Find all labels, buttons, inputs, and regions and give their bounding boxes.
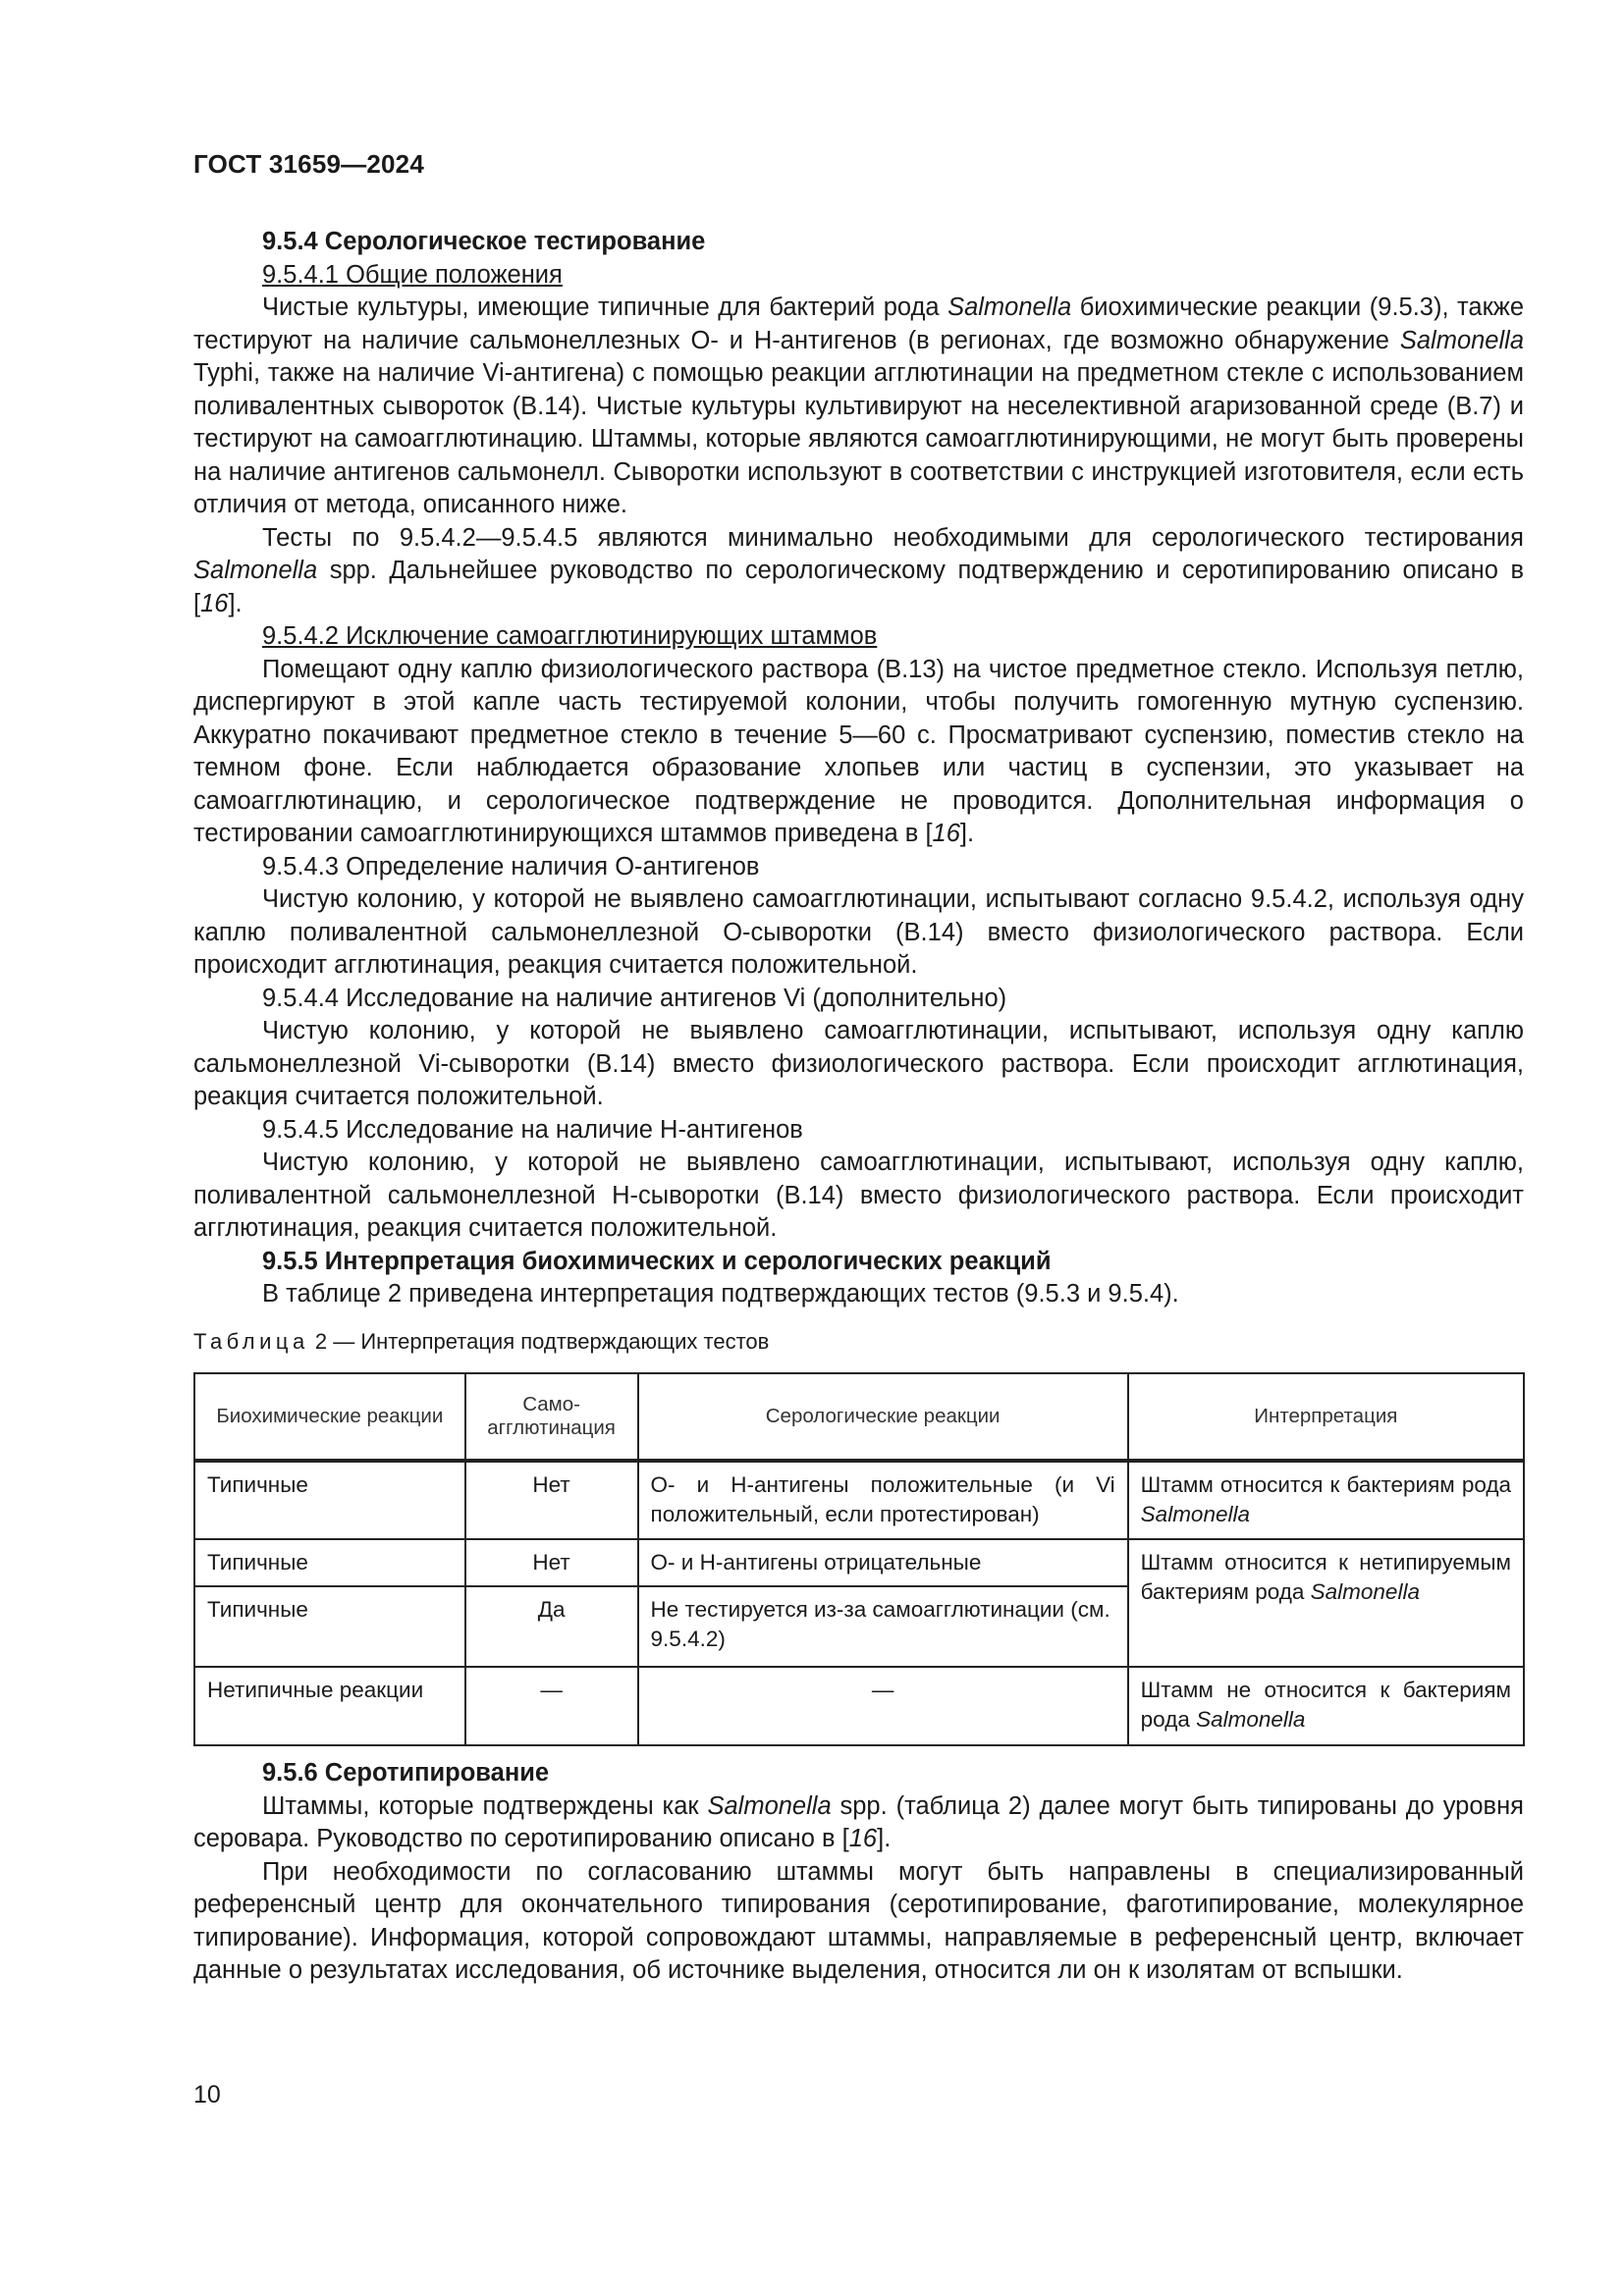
table-cell: О- и Н-антигены отрицательные [638, 1539, 1128, 1586]
table-cell: Штамм относится к бактериям рода Salmonella [1128, 1461, 1524, 1539]
table-cell: — [465, 1667, 638, 1745]
table-cell: Типичные [194, 1539, 465, 1586]
document-body [193, 226, 1524, 1311]
table-caption: Таблица 2 — Интерпретация подтверждающих тестов [193, 1329, 770, 1354]
table-cell: Типичные [194, 1461, 465, 1539]
section-heading-9-5-4: 9.5.4 Серологическое тестирование [262, 228, 706, 255]
table-row [194, 1667, 1524, 1745]
subsection-heading-9-5-4-4: 9.5.4.4 Исследование на наличие антигенов Vi (дополнительно) [262, 984, 1007, 1012]
paragraph: Чистую колонию, у которой не выявлено самоагглютинации, испытывают согласно 9.5.4.2, используя одну каплю поливалентной сальмонеллезной О-сыворотки (В.14) вместо физиологического раствора. Если происходит агглютинация, реакция считается положительной. [193, 885, 1524, 979]
paragraph: В таблице 2 приведена интерпретация подтверждающих тестов (9.5.3 и 9.5.4). [262, 1280, 1179, 1308]
table-header-cell: Интерпретация [1128, 1373, 1524, 1461]
section-heading-9-5-6: 9.5.6 Серотипирование [262, 1759, 550, 1787]
document-body-tail [193, 1757, 1524, 1988]
subsection-heading-9-5-4-5: 9.5.4.5 Исследование на наличие Н-антигенов [262, 1115, 803, 1144]
subsection-heading-9-5-4-3: 9.5.4.3 Определение наличия О-антигенов [262, 852, 760, 881]
table-header-cell: Серологические реакции [638, 1373, 1128, 1461]
subsection-heading-9-5-4-1: 9.5.4.1 Общие положения [262, 260, 563, 289]
section-heading-9-5-5: 9.5.5 Интерпретация биохимических и серологических реакций [262, 1247, 1052, 1275]
paragraph: Чистую колонию, у которой не выявлено самоагглютинации, испытывают, используя одну каплю сальмонеллезной Vi-сыворотки (В.14) вместо физиологического раствора. Если происходит агглютинация, реакция считается положительной. [193, 1017, 1524, 1110]
table-cell: Нет [465, 1461, 638, 1539]
table-cell: Типичные [194, 1586, 465, 1667]
table-cell: Штамм относится к нетипируемым бактериям рода Salmonella [1128, 1539, 1524, 1667]
page-number: 10 [193, 2081, 221, 2109]
paragraph: Тесты по 9.5.4.2—9.5.4.5 являются минимально необходимыми для серологического тестирования Salmonella spp. Дальнейшее руководство по серологическому подтверждению и серотипированию описано в [16]. [193, 523, 1524, 617]
paragraph: Чистую колонию, у которой не выявлено самоагглютинации, испытывают, используя одну каплю, поливалентной сальмонеллезной Н-сыворотки (В.14) вместо физиологического раствора. Если происходит агглютинация, реакция считается положительной. [193, 1148, 1524, 1242]
table-cell: Нетипичные реакции [194, 1667, 465, 1745]
table-cell: Штамм не относится к бактериям рода Salmonella [1128, 1667, 1524, 1745]
document-id-header: ГОСТ 31659—2024 [193, 149, 424, 179]
table-interpretation [193, 1372, 1525, 1746]
subsection-heading-9-5-4-2: 9.5.4.2 Исключение самоагглютинирующих штаммов [262, 622, 878, 650]
table-header-cell: Само-агглютинация [465, 1373, 638, 1461]
paragraph: Штаммы, которые подтверждены как Salmonella spp. (таблица 2) далее могут быть типированы до уровня серовара. Руководство по серотипированию описано в [16]. [193, 1791, 1524, 1852]
table-header-cell: Биохимические реакции [194, 1373, 465, 1461]
table-cell: — [638, 1667, 1128, 1745]
table-cell: Не тестируется из-за самоагглютинации (см. 9.5.4.2) [638, 1586, 1128, 1667]
table-cell: Да [465, 1586, 638, 1667]
paragraph: Чистые культуры, имеющие типичные для бактерий рода Salmonella биохимические реакции (9.5.3), также тестируют на наличие сальмонеллезных О- и Н-антигенов (в регионах, где возможно обнаружение Salmonella Typhi, также на наличие Vi-антигена) с помощью реакции агглютинации на предметном стекле с использованием поливалентных сывороток (В.14). Чистые культуры культивируют на неселективной агаризованной среде (В.7) и тестируют на самоагглютинацию. Штаммы, которые являются самоагглютинирующими, не могут быть проверены на наличие антигенов сальмонелл. Сыворотки используют в соответствии с инструкцией изготовителя, если есть отличия от метода, описанного ниже. [193, 294, 1525, 518]
paragraph: При необходимости по согласованию штаммы могут быть направлены в специализированный референсный центр для окончательного типирования (серотипирование, фаготипирование, молекулярное типирование). Информация, которой сопровождают штаммы, направляемые в референсный центр, включает данные о результатах исследования, об источнике выделения, относится ли он к изолятам от вспышки. [193, 1857, 1524, 1984]
table-cell: Нет [465, 1539, 638, 1586]
table-cell: О- и Н-антигены положительные (и Vi положительный, если протестирован) [638, 1461, 1128, 1539]
table-row [194, 1461, 1524, 1539]
table-row [194, 1539, 1524, 1586]
paragraph: Помещают одну каплю физиологического раствора (В.13) на чистое предметное стекло. Используя петлю, диспергируют в этой капле часть тестируемой колонии, чтобы получить гомогенную мутную суспензию. Аккуратно покачивают предметное стекло в течение 5—60 с. Просматривают суспензию, поместив стекло на темном фоне. Если наблюдается образование хлопьев или частиц в суспензии, это указывает на самоагглютинацию, и серологическое подтверждение не проводится. Дополнительная информация о тестировании самоагглютинирующихся штаммов приведена в [16]. [193, 655, 1524, 847]
